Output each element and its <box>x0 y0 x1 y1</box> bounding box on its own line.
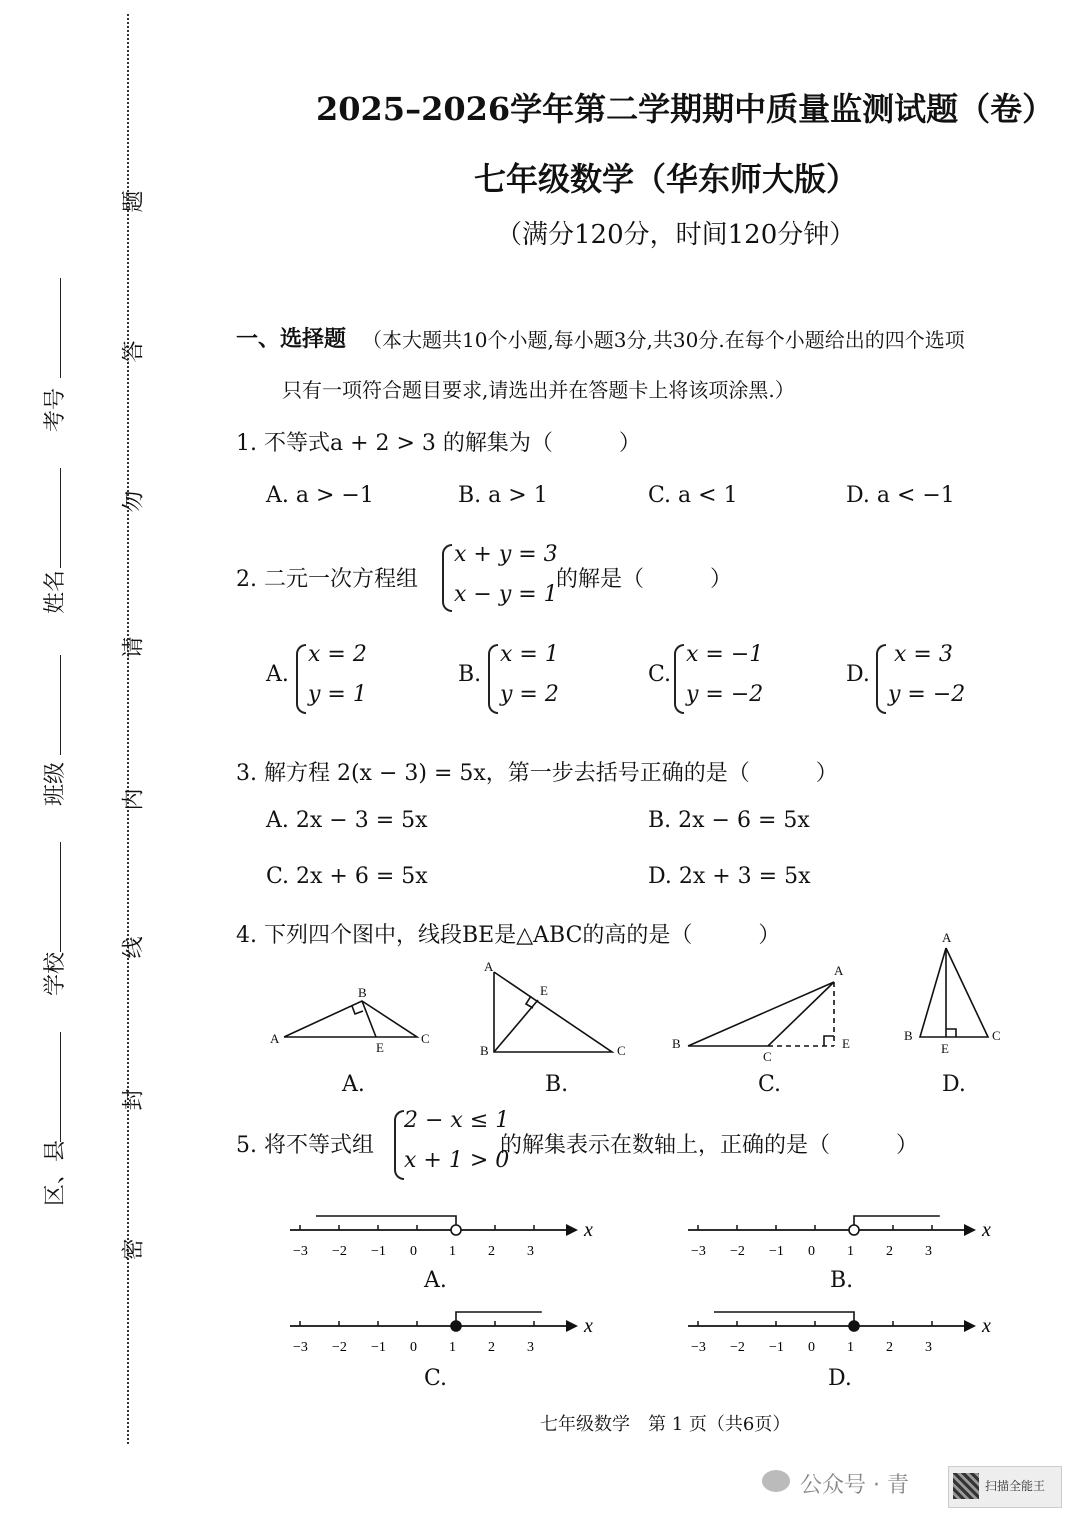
watermark-text: 公众号 · 青 <box>800 1473 909 1498</box>
point-label: C <box>421 1031 430 1046</box>
section-instruction: 只有一项符合题目要求,请选出并在答题卡上将该项涂黑.） <box>282 378 795 402</box>
axis-tick-label: 0 <box>410 1340 417 1355</box>
axis-variable: x <box>982 1219 991 1241</box>
qr-code-icon <box>953 1473 979 1499</box>
exam-subtitle: 七年级数学（华东师大版） <box>474 160 859 198</box>
point-label: B <box>672 1036 681 1051</box>
option-c[interactable]: C. <box>648 662 672 687</box>
seal-char: 勿 <box>121 490 147 513</box>
axis-tick-label: −3 <box>691 1244 706 1259</box>
option-a-line: x = 2 <box>308 642 367 667</box>
seal-char: 请 <box>121 636 147 659</box>
option-b[interactable]: B. <box>830 1268 854 1293</box>
option-d[interactable]: D. 2x + 3 = 5x <box>648 864 811 889</box>
axis-tick-label: 3 <box>925 1340 932 1355</box>
point-label: E <box>941 1041 949 1056</box>
section-instruction: （本大题共10个小题,每小题3分,共30分.在每个小题给出的四个选项 <box>362 328 965 352</box>
axis-tick-label: 1 <box>449 1244 456 1259</box>
closed-endpoint <box>451 1321 461 1331</box>
field-label-school: 学校 <box>43 951 68 996</box>
axis-tick-label: 0 <box>410 1244 417 1259</box>
option-a[interactable]: A. <box>266 662 289 687</box>
system-line: x + 1 > 0 <box>404 1148 510 1173</box>
option-d[interactable]: D. <box>942 1072 966 1097</box>
axis-arrow-icon <box>566 1320 578 1332</box>
question-stem: 2. 二元一次方程组 <box>236 567 418 592</box>
option-a[interactable]: A. <box>424 1268 447 1293</box>
axis-tick-label: 3 <box>527 1340 534 1355</box>
open-endpoint <box>451 1225 461 1235</box>
point-label: B <box>904 1028 913 1043</box>
option-b-line: y = 2 <box>500 682 559 707</box>
axis-tick-label: −1 <box>371 1244 386 1259</box>
axis-variable: x <box>584 1315 593 1337</box>
section-heading: 一、选择题 <box>236 326 347 352</box>
system-line: x + y = 3 <box>454 542 558 567</box>
option-d[interactable]: D. a < −1 <box>846 483 955 508</box>
option-a[interactable]: A. <box>342 1072 365 1097</box>
question-stem: 1. 不等式a + 2 > 3 的解集为（ ） <box>236 431 641 456</box>
field-label-district: 区、县 <box>43 1139 68 1206</box>
exam-title: 2025–2026学年第二学期期中质量监测试题（卷） <box>316 90 1055 128</box>
seal-char: 题 <box>121 190 147 213</box>
axis-tick-label: −3 <box>293 1244 308 1259</box>
axis-tick-label: −1 <box>769 1244 784 1259</box>
axis-tick-label: −2 <box>332 1340 347 1355</box>
field-label-name: 姓名 <box>43 569 68 614</box>
point-label: C <box>763 1049 772 1064</box>
axis-variable: x <box>584 1219 593 1241</box>
question-stem: 5. 将不等式组 <box>236 1133 374 1158</box>
axis-tick-label: 0 <box>808 1340 815 1355</box>
option-b[interactable]: B. <box>458 662 482 687</box>
point-label: E <box>540 983 548 998</box>
point-label: C <box>617 1043 626 1058</box>
point-label: A <box>834 963 844 978</box>
scanner-badge <box>948 1466 1062 1508</box>
point-label: B <box>480 1043 489 1058</box>
option-c[interactable]: C. <box>758 1072 782 1097</box>
option-b[interactable]: B. 2x − 6 = 5x <box>648 808 810 833</box>
page-footer: 七年级数学 第 1 页（共6页） <box>540 1414 791 1435</box>
axis-tick-label: 1 <box>449 1340 456 1355</box>
axis-tick-label: −1 <box>769 1340 784 1355</box>
axis-tick-label: −2 <box>730 1244 745 1259</box>
option-d-line: x = 3 <box>894 642 953 667</box>
seal-char: 密 <box>121 1238 147 1261</box>
point-label: A <box>484 959 494 974</box>
point-label: A <box>942 930 952 945</box>
point-label: E <box>376 1040 384 1055</box>
axis-tick-label: 2 <box>488 1244 495 1259</box>
question-stem-suffix: 的解集表示在数轴上，正确的是（ ） <box>500 1133 919 1158</box>
option-a-line: y = 1 <box>308 682 367 707</box>
option-c-line: y = −2 <box>686 682 764 707</box>
option-d[interactable]: D. <box>828 1366 852 1391</box>
option-b[interactable]: B. <box>545 1072 569 1097</box>
point-label: C <box>992 1028 1001 1043</box>
field-label-exam-number: 考号 <box>43 387 68 432</box>
axis-arrow-icon <box>964 1224 976 1236</box>
question-stem-suffix: 的解是（ ） <box>556 567 733 592</box>
axis-arrow-icon <box>964 1320 976 1332</box>
axis-tick-label: 1 <box>847 1244 854 1259</box>
field-label-class: 班级 <box>43 761 68 806</box>
option-a[interactable]: A. a > −1 <box>266 483 374 508</box>
option-b[interactable]: B. a > 1 <box>458 483 548 508</box>
axis-variable: x <box>982 1315 991 1337</box>
axis-arrow-icon <box>566 1224 578 1236</box>
system-line: x − y = 1 <box>454 582 558 607</box>
option-c[interactable]: C. <box>424 1366 448 1391</box>
axis-tick-label: −3 <box>691 1340 706 1355</box>
option-c-line: x = −1 <box>686 642 764 667</box>
point-label: B <box>358 985 367 1000</box>
open-endpoint <box>849 1225 859 1235</box>
option-d-line: y = −2 <box>888 682 966 707</box>
solution-bracket <box>316 1216 456 1230</box>
axis-tick-label: 3 <box>527 1244 534 1259</box>
solution-bracket <box>456 1312 542 1326</box>
axis-tick-label: −3 <box>293 1340 308 1355</box>
axis-tick-label: 2 <box>886 1340 893 1355</box>
option-b-line: x = 1 <box>500 642 559 667</box>
option-c[interactable]: C. 2x + 6 = 5x <box>266 864 428 889</box>
axis-tick-label: 0 <box>808 1244 815 1259</box>
seal-char: 答 <box>121 340 147 363</box>
solution-bracket <box>714 1312 854 1326</box>
axis-tick-label: −2 <box>730 1340 745 1355</box>
exam-info: （满分120分，时间120分钟） <box>496 220 856 250</box>
option-a[interactable]: A. 2x − 3 = 5x <box>266 808 428 833</box>
seal-char: 封 <box>121 1088 147 1111</box>
axis-tick-label: 3 <box>925 1244 932 1259</box>
point-label: E <box>842 1036 850 1051</box>
axis-tick-label: −2 <box>332 1244 347 1259</box>
closed-endpoint <box>849 1321 859 1331</box>
solution-bracket <box>854 1216 940 1230</box>
question-stem: 4. 下列四个图中，线段BE是△ABC的高的是（ ） <box>236 923 781 948</box>
axis-tick-label: 2 <box>488 1340 495 1355</box>
axis-tick-label: 2 <box>886 1244 893 1259</box>
question-stem: 3. 解方程 2(x − 3) = 5x，第一步去括号正确的是（ ） <box>236 761 838 786</box>
point-label: A <box>270 1031 280 1046</box>
seal-char: 内 <box>121 788 147 811</box>
option-c[interactable]: C. a < 1 <box>648 483 738 508</box>
axis-tick-label: −1 <box>371 1340 386 1355</box>
seal-char: 线 <box>121 936 147 959</box>
scanner-badge-label: 扫描全能王 <box>985 1479 1046 1493</box>
wechat-icon <box>762 1470 790 1492</box>
axis-tick-label: 1 <box>847 1340 854 1355</box>
option-d[interactable]: D. <box>846 662 870 687</box>
system-line: 2 − x ≤ 1 <box>404 1108 510 1133</box>
